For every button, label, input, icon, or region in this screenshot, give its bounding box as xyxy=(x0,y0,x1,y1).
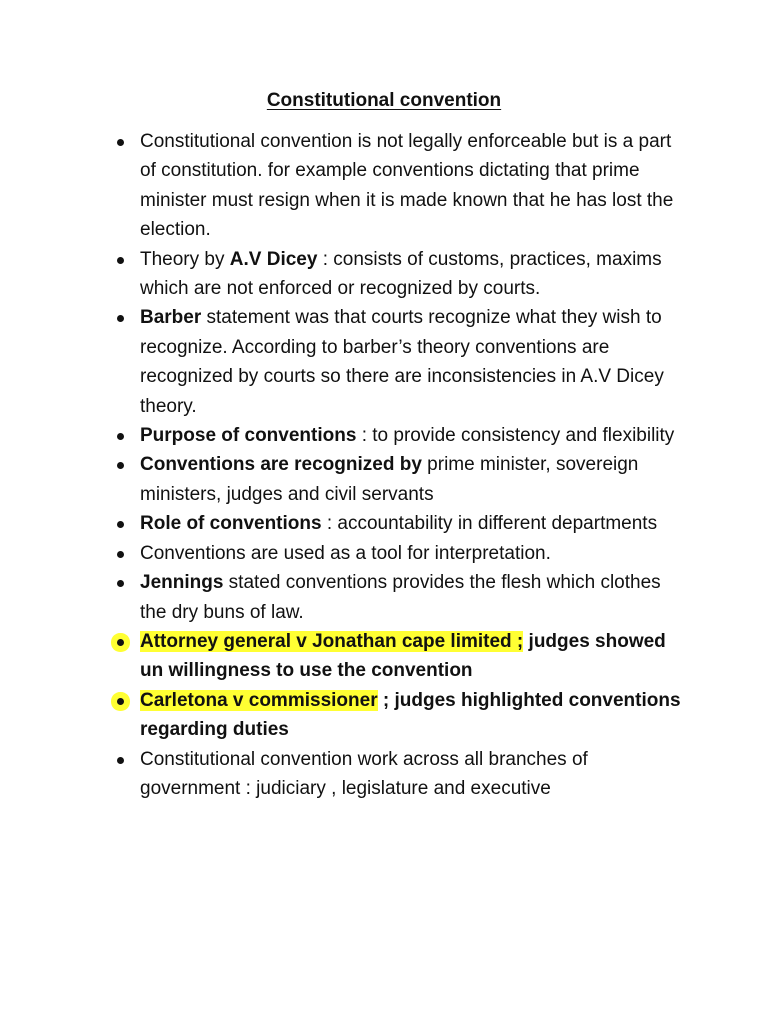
bullet-icon xyxy=(117,639,124,646)
bullet-icon xyxy=(117,580,124,587)
bullet-icon xyxy=(117,315,124,322)
list-item xyxy=(108,450,688,509)
bullet-icon xyxy=(117,551,124,558)
list-item-highlighted xyxy=(108,686,688,745)
case-highlight: Attorney general v Jonathan cape limited ; xyxy=(140,630,524,652)
list-item xyxy=(108,568,688,627)
item-bold-text: Role of conventions xyxy=(140,513,322,535)
bullet-icon xyxy=(117,462,124,469)
item-bold-text: A.V Dicey xyxy=(229,248,318,270)
item-bold-text: Purpose of conventions xyxy=(140,425,357,447)
item-text: Conventions are used as a tool for interpretation. xyxy=(140,542,551,564)
item-text: Constitutional convention is not legally enforceable but is a part of constitution. for example conventions dictating that prime minister must resign when it is made known that he has lost the election. xyxy=(140,131,674,241)
item-text: : accountability in different departments xyxy=(321,513,658,535)
item-bold-text: judges showed un willingness to use the convention xyxy=(140,630,666,682)
item-text: statement was that courts recognize what they wish to recognize. According to barber’s theory conventions are recognized by courts so there are inconsistencies in A.V Dicey theory. xyxy=(140,307,664,417)
document-title: Constitutional convention xyxy=(266,90,502,111)
item-text: stated conventions provides the flesh which clothes the dry buns of law. xyxy=(140,572,661,623)
list-item-highlighted xyxy=(108,627,688,686)
list-item xyxy=(108,245,688,304)
item-text: prime minister, sovereign ministers, judges and civil servants xyxy=(140,454,639,505)
bullet-icon xyxy=(117,757,124,764)
case-highlight: Carletona v commissioner xyxy=(140,689,378,711)
bullet-icon xyxy=(117,521,124,528)
list-item xyxy=(108,127,688,245)
item-text: Constitutional convention work across all branches of government : judiciary , legislature and executive xyxy=(140,748,588,799)
item-text: : to provide consistency and flexibility xyxy=(356,425,675,447)
item-bold-text: ; judges highlighted conventions regarding duties xyxy=(140,689,681,741)
bullet-icon xyxy=(117,433,124,440)
list-item xyxy=(108,303,688,421)
item-bold-text: Conventions are recognized by xyxy=(140,454,422,476)
bullet-icon xyxy=(117,139,124,146)
bullet-icon xyxy=(117,698,124,705)
list-item xyxy=(108,421,688,450)
bullet-icon xyxy=(117,257,124,264)
list-item xyxy=(108,745,688,804)
notes-list xyxy=(108,127,688,803)
item-text: Theory by xyxy=(140,248,230,270)
item-bold-text: Jennings xyxy=(140,572,224,594)
list-item xyxy=(108,509,688,538)
list-item xyxy=(108,539,688,568)
item-text: : consists of customs, practices, maxims which are not enforced or recognized by courts. xyxy=(140,248,662,300)
item-bold-text: Barber xyxy=(140,307,202,329)
